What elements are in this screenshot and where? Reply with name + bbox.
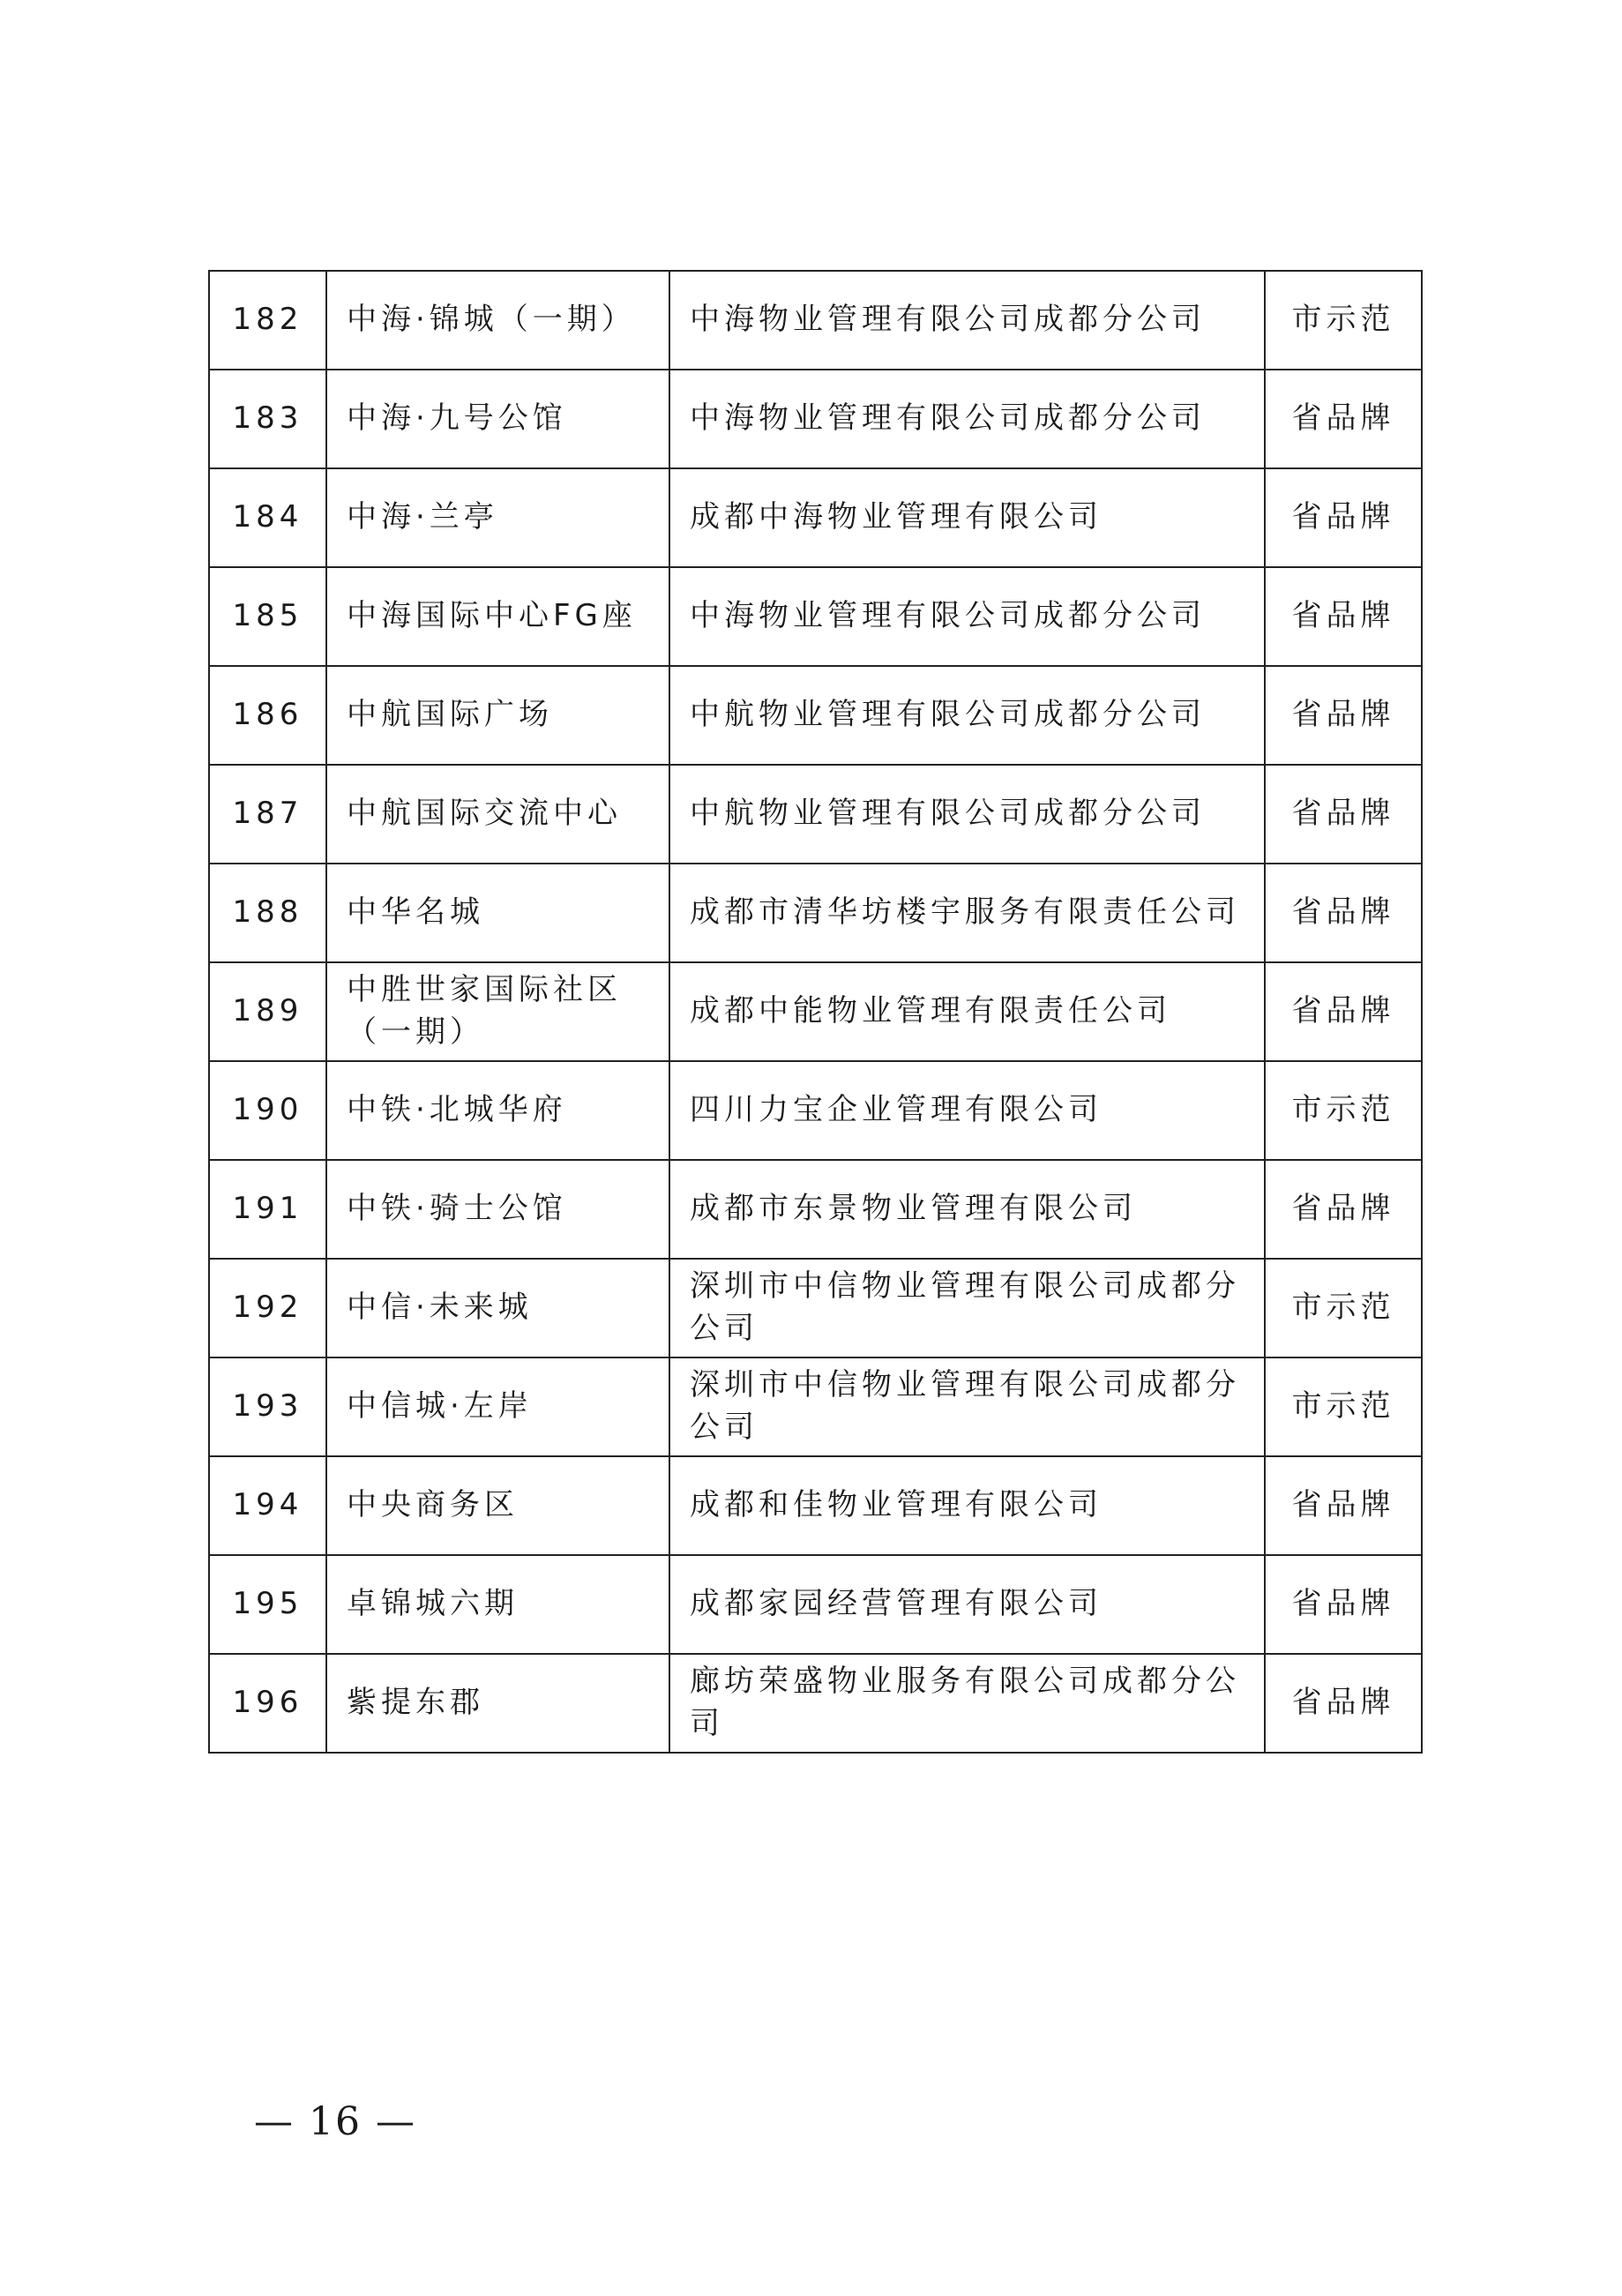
award-level: 省品牌 [1265,1654,1422,1753]
award-level: 省品牌 [1265,1555,1422,1654]
project-name: 中信·未来城 [326,1259,669,1357]
award-level: 省品牌 [1265,468,1422,567]
row-index: 182 [209,271,326,370]
row-index: 187 [209,765,326,864]
table-row [209,765,1422,864]
management-company: 成都市清华坊楼宇服务有限责任公司 [669,864,1265,962]
project-name: 中海·锦城（一期） [326,271,669,370]
management-company: 成都市东景物业管理有限公司 [669,1160,1265,1259]
management-company: 廊坊荣盛物业服务有限公司成都分公司 [669,1654,1265,1753]
row-index: 184 [209,468,326,567]
management-company: 成都中海物业管理有限公司 [669,468,1265,567]
project-name: 中胜世家国际社区（一期） [326,962,669,1061]
table-row [209,1061,1422,1160]
project-name: 紫提东郡 [326,1654,669,1753]
project-name: 中海·兰亭 [326,468,669,567]
table-row [209,1654,1422,1753]
management-company: 中海物业管理有限公司成都分公司 [669,370,1265,468]
table-row [209,1259,1422,1357]
project-name: 中铁·北城华府 [326,1061,669,1160]
row-index: 195 [209,1555,326,1654]
award-level: 市示范 [1265,271,1422,370]
project-name: 卓锦城六期 [326,1555,669,1654]
management-company: 四川力宝企业管理有限公司 [669,1061,1265,1160]
table-row [209,1555,1422,1654]
row-index: 190 [209,1061,326,1160]
row-index: 191 [209,1160,326,1259]
table-row [209,271,1422,370]
row-index: 194 [209,1456,326,1555]
award-level: 市示范 [1265,1357,1422,1456]
award-level: 省品牌 [1265,962,1422,1061]
management-company: 中海物业管理有限公司成都分公司 [669,567,1265,666]
table-row [209,666,1422,765]
management-company: 成都和佳物业管理有限公司 [669,1456,1265,1555]
row-index: 189 [209,962,326,1061]
management-company: 成都家园经营管理有限公司 [669,1555,1265,1654]
row-index: 183 [209,370,326,468]
project-name: 中航国际广场 [326,666,669,765]
table-row [209,1357,1422,1456]
project-table [208,270,1423,1754]
management-company: 深圳市中信物业管理有限公司成都分公司 [669,1357,1265,1456]
management-company: 深圳市中信物业管理有限公司成都分公司 [669,1259,1265,1357]
row-index: 196 [209,1654,326,1753]
project-name: 中央商务区 [326,1456,669,1555]
project-name: 中海国际中心FG座 [326,567,669,666]
award-level: 省品牌 [1265,765,1422,864]
table-row [209,370,1422,468]
award-level: 市示范 [1265,1061,1422,1160]
row-index: 185 [209,567,326,666]
row-index: 193 [209,1357,326,1456]
table-row [209,567,1422,666]
award-level: 市示范 [1265,1259,1422,1357]
award-level: 省品牌 [1265,666,1422,765]
table-row [209,1456,1422,1555]
table-body [209,271,1422,1753]
table-row [209,468,1422,567]
project-name: 中航国际交流中心 [326,765,669,864]
table-row [209,962,1422,1061]
award-level: 省品牌 [1265,567,1422,666]
management-company: 中海物业管理有限公司成都分公司 [669,271,1265,370]
project-name: 中信城·左岸 [326,1357,669,1456]
award-level: 省品牌 [1265,1160,1422,1259]
award-level: 省品牌 [1265,370,1422,468]
management-company: 中航物业管理有限公司成都分公司 [669,765,1265,864]
table-row [209,864,1422,962]
page-number: — 16 — [254,2099,416,2144]
row-index: 186 [209,666,326,765]
award-level: 省品牌 [1265,1456,1422,1555]
management-company: 成都中能物业管理有限责任公司 [669,962,1265,1061]
award-level: 省品牌 [1265,864,1422,962]
project-name: 中铁·骑士公馆 [326,1160,669,1259]
row-index: 188 [209,864,326,962]
project-name: 中海·九号公馆 [326,370,669,468]
project-name: 中华名城 [326,864,669,962]
management-company: 中航物业管理有限公司成都分公司 [669,666,1265,765]
row-index: 192 [209,1259,326,1357]
table-row [209,1160,1422,1259]
